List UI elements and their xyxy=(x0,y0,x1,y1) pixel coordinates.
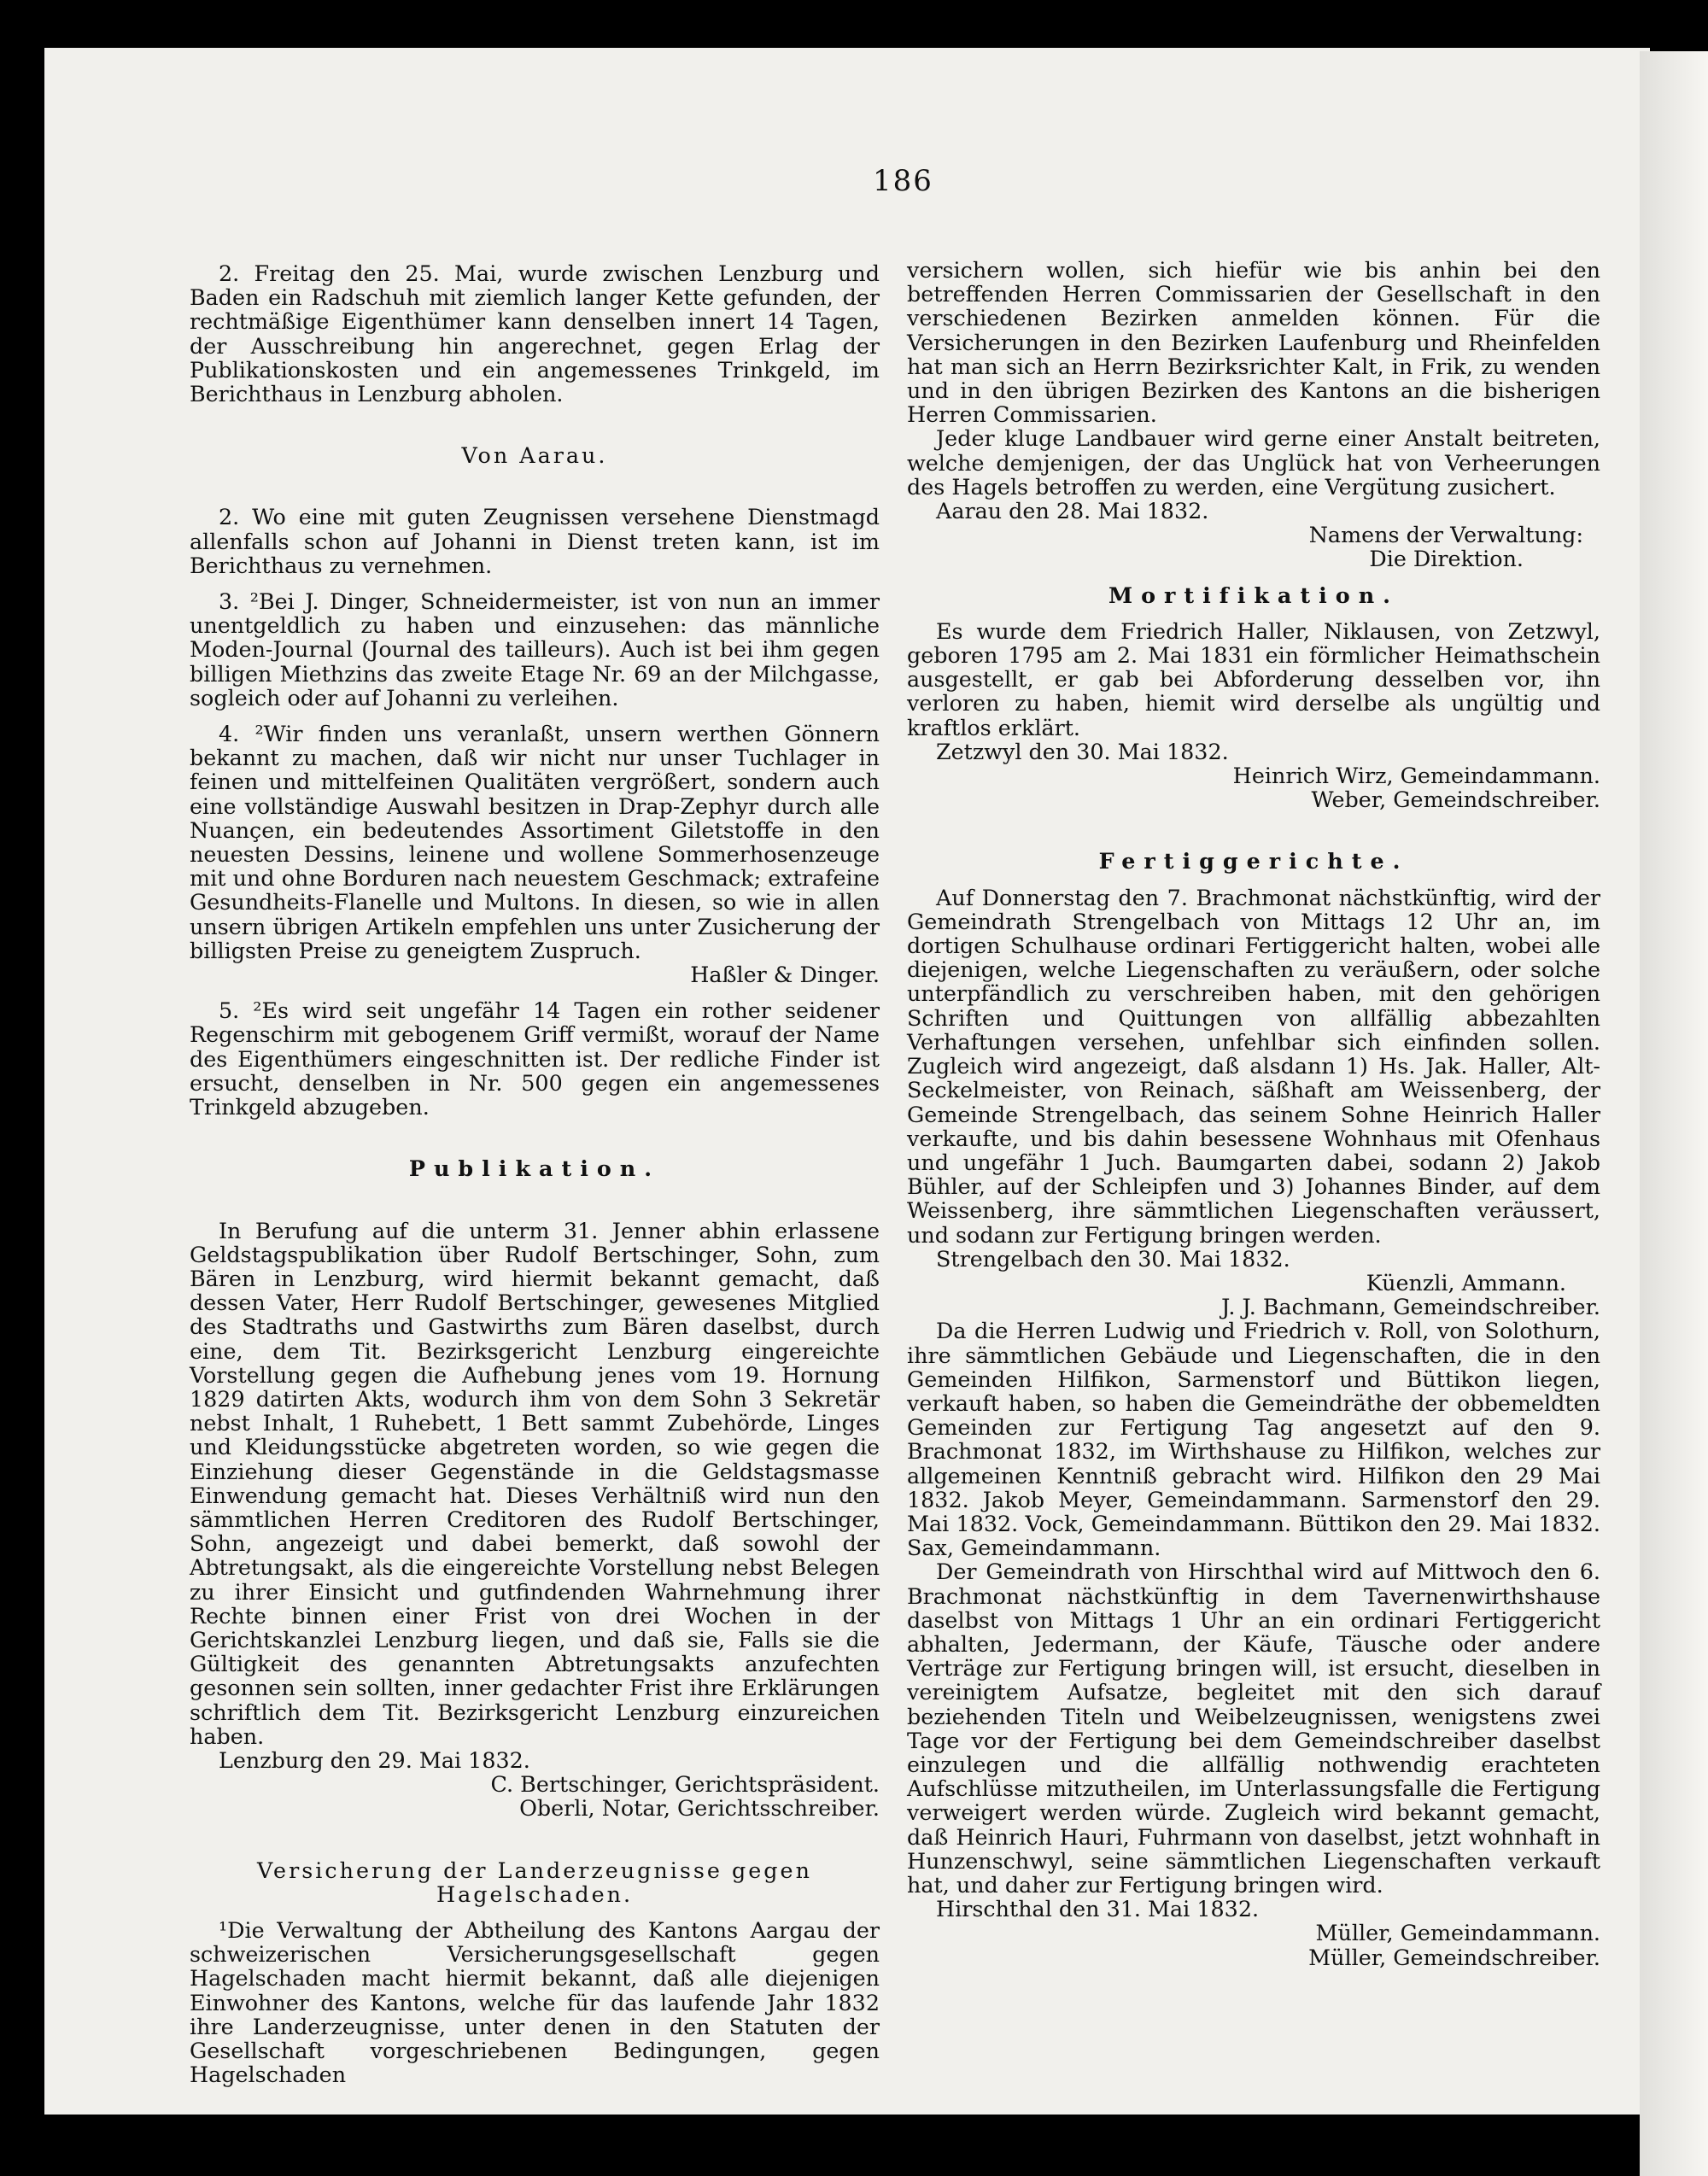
left-column xyxy=(190,261,880,2086)
notice-tuchlager: 4. ²Wir finden uns veranlaßt, unsern werthen Gönnern bekannt zu machen, daß wir nicht nur unser Tuchlager in feinen und mittelfeinen Qualitäten vergrößert, sondern auch eine vollständige Auswahl besitzen in Drap-Zephyr durch alle Nuançen, ein bedeutendes Assortiment Giletstoffe in den neuesten Dessins, leinene und wollene Sommerhosenzeuge mit und ohne Borduren nach neuestem Geschmack; extrafeine Gesundheits-Flanelle und Multons. In diesen, so wie in allen unsern übrigen Artikeln empfehlen uns unter Zusicherung der billigsten Preise zu geneigtem Zuspruch. xyxy=(190,721,880,963)
notice-landbauer: Jeder kluge Landbauer wird gerne einer Anstalt beitreten, welche demjenigen, der das Unglück hat von Verheerungen des Hagels betroffen zu werden, eine Vergütung zusichert. xyxy=(907,425,1600,500)
notice-dienstmagd: 2. Wo eine mit guten Zeugnissen versehene Dienstmagd allenfalls schon auf Johanni in Dienst treten kann, ist im Berichthaus zu vernehmen. xyxy=(190,504,880,578)
signature-hassler-dinger: Haßler & Dinger. xyxy=(690,962,880,988)
notice-bertschinger: In Berufung auf die unterm 31. Jenner abhin erlassene Geldstagspublikation über Rudolf Bertschinger, Sohn, zum Bären in Lenzburg, wird hiermit bekannt gemacht, daß dessen Vater, Herr Rudolf Bertschinger, gewesenes Mitglied des Stadtraths und Gastwirths zum Bären daselbst, durch eine, dem Tit. Bezirksgericht Lenzburg eingereichte Vorstellung gegen die Aufhebung jenes vom 19. Hornung 1829 datirten Akts, wodurch ihm von dem Sohn 3 Sekretär nebst Inhalt, 1 Ruhebett, 1 Bett sammt Zubehörde, Linges und Kleidungsstücke abgetreten worden, so wie gegen die Einziehung dieser Gegenstände in die Geldstagsmasse Einwendung gemacht hat. Dieses Verhältniß wird nun den sämmtlichen Herren Creditoren des Rudolf Bertschinger, Sohn, angezeigt und dabei bemerkt, daß sowohl der Abtretungsakt, als die eingereichte Vorstellung nebst Belegen zu ihrer Einsicht und gutfindenden Wahrnehmung ihrer Rechte binnen einer Frist von drei Wochen in der Gerichtskanzlei Lenzburg liegen, und daß sie, Falls sie die Gültigkeit des genannten Abtretungsakts anzufechten gesonnen sein sollten, inner gedachter Frist ihre Erklärungen schriftlich dem Tit. Bezirksgericht Lenzburg einzureichen haben. xyxy=(190,1217,880,1749)
notice-regenschirm: 5. ²Es wird seit ungefähr 14 Tagen ein rother seidener Regenschirm mit gebogenem Griff vermißt, worauf der Name des Eigenthümers eingeschnitten ist. Der redliche Finder ist ersucht, denselben in Nr. 500 gegen ein angemessenes Trinkgeld abzugeben. xyxy=(190,997,880,1120)
adjacent-page-edge xyxy=(1640,51,1708,2176)
heading-fertiggerichte: Fertiggerichte. xyxy=(1098,848,1409,874)
signature-wirz: Heinrich Wirz, Gemeindammann. xyxy=(1232,763,1600,789)
signature-kuenzli: Küenzli, Ammann. xyxy=(1366,1269,1566,1296)
dateline-aarau: Aarau den 28. Mai 1832. xyxy=(936,498,1209,524)
dateline-hirschthal: Hirschthal den 31. Mai 1832. xyxy=(936,1896,1260,1922)
heading-versicherung: Versicherung der Landerzeugnisse gegen Hagelschaden. xyxy=(257,1857,812,1907)
notice-heimathschein: Es wurde dem Friedrich Haller, Niklausen, von Zetzwyl, geboren 1795 am 2. Mai 1831 ein förmlicher Heimathschein ausgestellt, er gab bei Abforderung desselben vor, ihn verloren zu haben, hiemit wird derselbe als ungültig und kraftlos erklärt. xyxy=(907,617,1600,740)
signature-direktion: Die Direktion. xyxy=(1369,546,1524,572)
notice-radschuh: 2. Freitag den 25. Mai, wurde zwischen Lenzburg und Baden ein Radschuh mit ziemlich langer Kette gefunden, der rechtmäßige Eigenthümer kann denselben innert 14 Tagen, der Ausschreibung hin angerechnet, gegen Erlag der Publikationskosten und ein angemessenes Trinkgeld, im Berichthaus in Lenzburg abholen. xyxy=(190,260,880,407)
notice-hirschthal: Der Gemeindrath von Hirschthal wird auf Mittwoch den 6. Brachmonat nächstkünftig in dem Tavernenwirthshause daselbst von Mittags 1 Uhr an ein ordinari Fertiggericht abhalten, Jedermann, der Käufe, Täusche oder andere Verträge zur Fertigung bringen will, ist ersucht, dieselben in vereinigtem Aufsatze, begleitet mit den sich darauf beziehenden Titeln und Weibelzeugnissen, wenigstens zwei Tage vor der Fertigung bei dem Gemeindschreiber daselbst einzulegen und die allfällig nothwendig erachteten Aufschlüsse mitzutheilen, im Unterlassungsfalle die Fertigung verweigert werden würde. Zugleich wird bekannt gemacht, daß Heinrich Hauri, Fuhrmann von daselbst, jetzt wohnhaft in Hunzenschwyl, seine sämmtlichen Liegenschaften verkauft hat, und daher zur Fertigung bringen wird. xyxy=(907,1559,1600,1898)
notice-hagelschaden: ¹Die Verwaltung der Abtheilung des Kantons Aargau der schweizerischen Versicherungsgesellschaft gegen Hagelschaden macht hiermit bekannt, daß alle diejenigen Einwohner des Kantons, welche für das laufende Jahr 1832 ihre Landerzeugnisse, unter denen in den Statuten der Gesellschaft vorgeschriebenen Bedingungen, gegen Hagelschaden xyxy=(190,1916,880,2088)
page-number: 186 xyxy=(873,164,933,198)
newspaper-page xyxy=(44,48,1650,2115)
signature-mueller-schreiber: Müller, Gemeindschreiber. xyxy=(1308,1944,1600,1970)
signature-gerichtsschreiber: Oberli, Notar, Gerichtsschreiber. xyxy=(519,1795,880,1822)
signature-gerichtspraesident: C. Bertschinger, Gerichtspräsident. xyxy=(490,1771,880,1798)
dateline-lenzburg: Lenzburg den 29. Mai 1832. xyxy=(219,1746,530,1773)
signature-weber: Weber, Gemeindschreiber. xyxy=(1311,787,1600,813)
notice-dinger-journal: 3. ²Bei J. Dinger, Schneidermeister, ist von nun an immer unentgeldlich zu haben und einzusehen: das männliche Moden-Journal (Journal des tailleurs). Auch ist bei ihm gegen billigen Miethzins das zweite Etage Nr. 69 an der Milchgasse, sogleich oder auf Johanni zu verleihen. xyxy=(190,588,880,711)
heading-publikation: Publikation. xyxy=(408,1155,661,1182)
dateline-strengelbach: Strengelbach den 30. Mai 1832. xyxy=(936,1245,1290,1272)
signature-bachmann: J. J. Bachmann, Gemeindschreiber. xyxy=(1221,1294,1600,1320)
signature-mueller-ammann: Müller, Gemeindammann. xyxy=(1315,1920,1600,1946)
signature-verwaltung: Namens der Verwaltung: xyxy=(1308,522,1583,548)
right-column xyxy=(907,258,1600,1969)
dateline-zetzwyl: Zetzwyl den 30. Mai 1832. xyxy=(936,738,1229,764)
heading-mortifikation: Mortifikation. xyxy=(1108,582,1399,608)
heading-von-aarau: Von Aarau. xyxy=(461,442,608,469)
notice-hagelschaden-cont: versichern wollen, sich hiefür wie bis anhin bei den betreffenden Herren Commissarien der Gesellschaft in den verschiedenen Bezirken anmelden können. Für die Versicherungen in den Bezirken Laufenburg und Rheinfelden hat man sich an Herrn Bezirksrichter Kalt, in Frik, zu wenden und in den übrigen Bezirken des Kantons an die bisherigen Herren Commissarien. xyxy=(907,257,1600,428)
notice-strengelbach: Auf Donnerstag den 7. Brachmonat nächstkünftig, wird der Gemeindrath Strengelbach von Mittags 12 Uhr an, im dortigen Schulhause ordinari Fertiggericht halten, wobei alle diejenigen, welche Liegenschaften zu veräußern, oder solche unterpfändlich zu verschreiben haben, mit den gehörigen Schriften und Quittungen von allfällig abbezahlten Verhaftungen versehen, unfehlbar sich einfinden sollen. Zugleich wird angezeigt, daß alsdann 1) Hs. Jak. Haller, Alt-Seckelmeister, von Reinach, säßhaft am Weissenberg, der Gemeinde Strengelbach, das seinem Sohne Heinrich Haller verkaufte, und bis dahin besessene Wohnhaus mit Ofenhaus und ungefähr 1 Juch. Baumgarten dabei, sodann 2) Jakob Bühler, auf der Schleipfen und 3) Johannes Binder, auf dem Weissenberg, ihre sämmtlichen Liegenschaften veräussert, und sodann zur Fertigung bringen werden. xyxy=(907,884,1600,1248)
notice-von-roll: Da die Herren Ludwig und Friedrich v. Roll, von Solothurn, ihre sämmtlichen Gebäude und Liegenschaften, die in den Gemeinden Hilfikon, Sarmenstorf und Büttikon liegen, verkauft haben, so haben die Gemeindräthe der obbemeldten Gemeinden zur Fertigung Tag angesetzt auf den 9. Brachmonat 1832, im Wirthshause zu Hilfikon, welches zur allgemeinen Kenntniß gebracht wird. Hilfikon den 29 Mai 1832. Jakob Meyer, Gemeindammann. Sarmenstorf den 29. Mai 1832. Vock, Gemeindammann. Büttikon den 29. Mai 1832. Sax, Gemeindammann. xyxy=(907,1318,1600,1561)
